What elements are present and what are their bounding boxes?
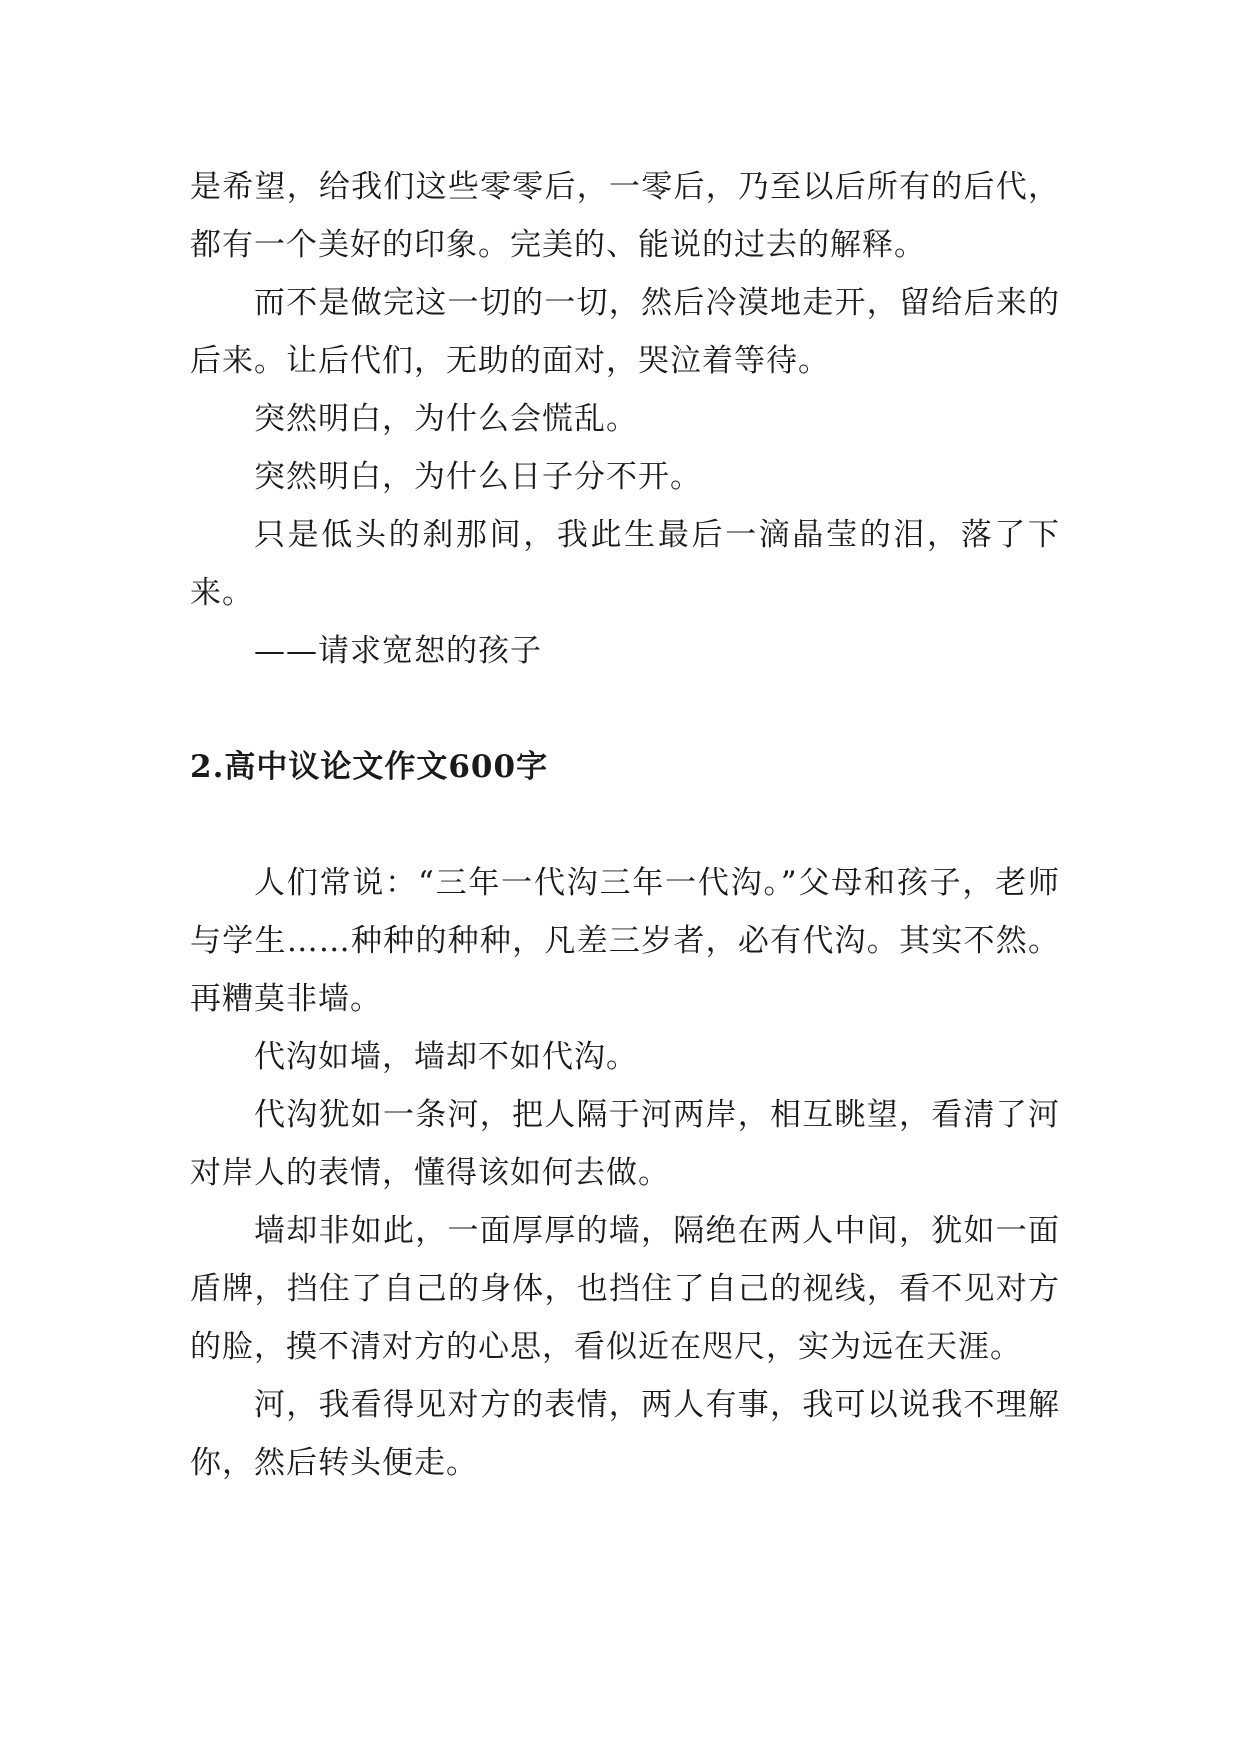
paragraph: 河，我看得见对方的表情，两人有事，我可以说我不理解你，然后转头便走。 bbox=[190, 1387, 1060, 1481]
section-1 bbox=[190, 158, 1060, 680]
paragraph: 人们常说：“三年一代沟三年一代沟。”父母和孩子，老师与学生……种种的种种，凡差三岁者，必有代沟。其实不然。再糟莫非墙。 bbox=[190, 865, 1060, 1017]
paragraph: 突然明白，为什么日子分不开。 bbox=[254, 459, 702, 495]
paragraph: 而不是做完这一切的一切，然后冷漠地走开，留给后来的后来。让后代们，无助的面对，哭泣着等待。 bbox=[190, 285, 1060, 379]
paragraph: 突然明白，为什么会慌乱。 bbox=[254, 401, 638, 437]
paragraph: 代沟如墙，墙却不如代沟。 bbox=[254, 1039, 638, 1075]
paragraph: 只是低头的刹那间，我此生最后一滴晶莹的泪，落了下来。 bbox=[190, 517, 1060, 611]
document-body bbox=[190, 158, 1060, 1492]
paragraph: 代沟犹如一条河，把人隔于河两岸，相互眺望，看清了河对岸人的表情，懂得该如何去做。 bbox=[190, 1097, 1060, 1191]
paragraph: 是希望，给我们这些零零后，一零后，乃至以后所有的后代，都有一个美好的印象。完美的、能说的过去的解释。 bbox=[190, 169, 1060, 263]
signature-line: ——请求宽恕的孩子 bbox=[254, 633, 542, 669]
paragraph: 墙却非如此，一面厚厚的墙，隔绝在两人中间，犹如一面盾牌，挡住了自己的身体，也挡住了自己的视线，看不见对方的脸，摸不清对方的心思，看似近在咫尺，实为远在天涯。 bbox=[190, 1213, 1060, 1365]
section-heading: 2.高中议论文作文600字 bbox=[190, 749, 549, 785]
section-2 bbox=[190, 854, 1060, 1492]
